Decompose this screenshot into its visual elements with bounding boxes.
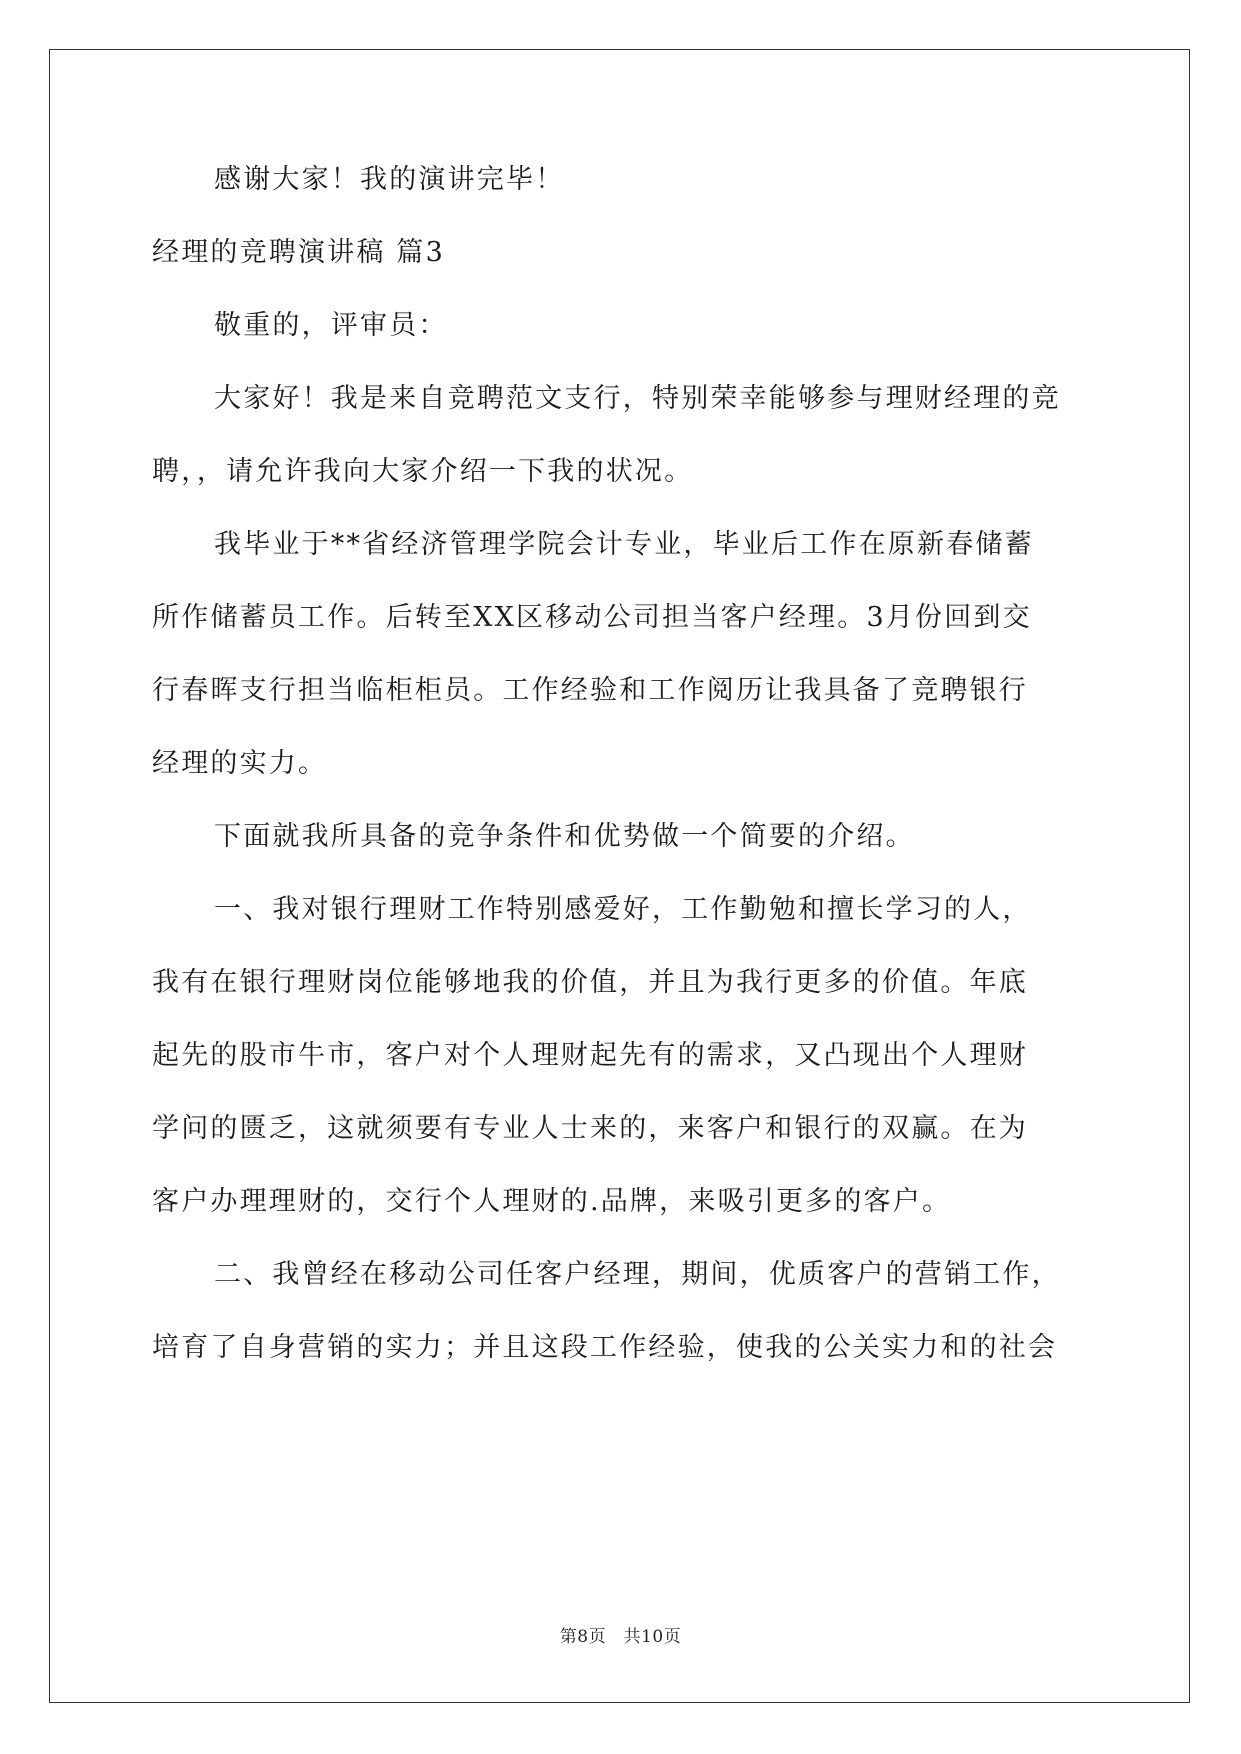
text-line: 学问的匮乏，这就须要有专业人士来的，来客户和银行的双赢。在为: [152, 1113, 1028, 1144]
page-border: [49, 49, 1190, 1703]
text-line: 起先的股市牛市，客户对个人理财起先有的需求，又凸现出个人理财: [152, 1040, 1028, 1071]
text-line: 一、我对银行理财工作特别感爱好，工作勤勉和擅长学习的人，: [214, 894, 1032, 925]
text-line: 我有在银行理财岗位能够地我的价值，并且为我行更多的价值。年底: [152, 967, 1028, 998]
text-line: 客户办理理财的，交行个人理财的.品牌，来吸引更多的客户。: [152, 1186, 952, 1217]
text-line: 培育了自身营销的实力；并且这段工作经验，使我的公关实力和的社会: [152, 1332, 1058, 1363]
text-line: 聘，，请允许我向大家介绍一下我的状况。: [152, 456, 694, 487]
text-line: 下面就我所具备的竞争条件和优势做一个简要的介绍。: [214, 821, 915, 852]
text-line: 行春晖支行担当临柜柜员。工作经验和工作阅历让我具备了竞聘银行: [152, 675, 1028, 706]
text-line: 感谢大家！我的演讲完毕！: [214, 164, 565, 195]
page-number: 第8页 共10页: [559, 1627, 682, 1647]
text-line: 我毕业于**省经济管理学院会计专业，毕业后工作在原新春储蓄: [214, 529, 1034, 560]
section-heading: 经理的竞聘演讲稿 篇3: [152, 237, 445, 268]
text-line: 二、我曾经在移动公司任客户经理，期间，优质客户的营销工作，: [214, 1259, 1061, 1290]
text-line: 经理的实力。: [152, 748, 328, 779]
text-line: 所作储蓄员工作。后转至XX区移动公司担当客户经理。3月份回到交: [152, 602, 1032, 633]
salutation: 敬重的，评审员：: [214, 310, 448, 341]
text-line: 大家好！我是来自竞聘范文支行，特别荣幸能够参与理财经理的竞: [214, 383, 1061, 414]
